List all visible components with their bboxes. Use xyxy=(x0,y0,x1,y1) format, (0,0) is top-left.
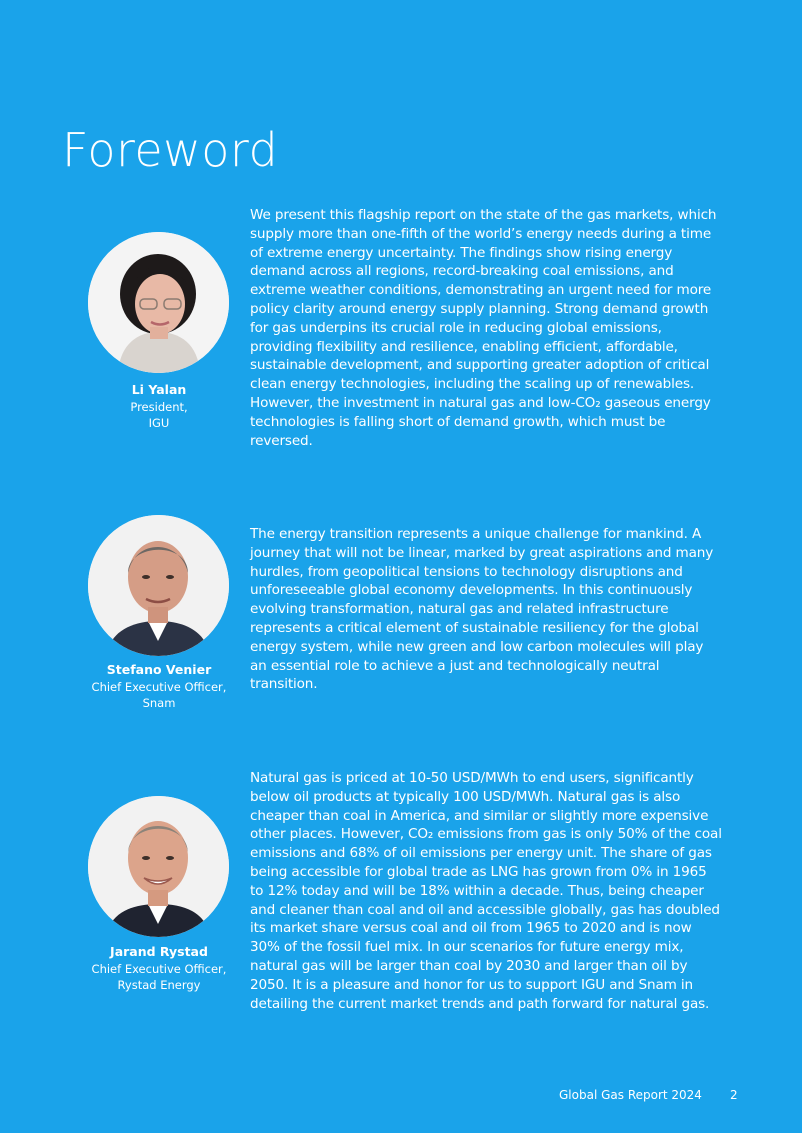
portrait-photo-icon xyxy=(88,232,229,373)
person-organization: IGU xyxy=(148,416,170,430)
portrait-stefano-venier xyxy=(88,515,229,656)
caption-stefano-venier xyxy=(80,661,238,711)
foreword-text: The energy transition represents a unique challenge for mankind. A journey that will not be linear, marked by great aspirations and many hurdles, from geopolitical tensions to technology disruptions and unforeseeable global economy developments. In this continuously evolving transformation, natural gas and related infrastructure represents a critical element of sustainable resiliency for the global energy system, while new green and low carbon molecules will play an essential role to achieve a just and technologically neutral transition. xyxy=(250,526,714,693)
portrait-li-yalan xyxy=(88,232,229,373)
footer-report-name: Global Gas Report 2024 xyxy=(559,1088,702,1102)
person-name: Stefano Venier xyxy=(106,662,212,677)
person-role: Chief Executive Officer, xyxy=(91,962,227,976)
foreword-text: Natural gas is priced at 10-50 USD/MWh to end users, significantly below oil products at typically 100 USD/MWh. Natural gas is also cheaper than coal in America, and similar or slightly more expensive other places. However, CO₂ emissions from gas is only 50% of the coal emissions and 68% of oil emissions per energy unit. The share of gas being accessible for global trade as LNG has grown from 0% in 1965 to 12% today and will be 18% within a decade. Thus, being cheaper and cleaner than coal and oil and accessible globally, gas has doubled its market share versus coal and oil from 1965 to 2020 and is now 30% of the fossil fuel mix. In our scenarios for future energy mix, natural gas will be larger than coal by 2030 and larger than oil by 2050. It is a pleasure and honor for us to support IGU and Snam in detailing the current market trends and path forward for natural gas. xyxy=(250,770,722,1012)
caption-jarand-rystad xyxy=(80,943,238,993)
person-name: Li Yalan xyxy=(131,382,187,397)
person-role: President, xyxy=(130,400,188,414)
portrait-jarand-rystad xyxy=(88,796,229,937)
person-name: Jarand Rystad xyxy=(110,944,208,959)
portrait-photo-icon xyxy=(88,796,229,937)
caption-li-yalan xyxy=(80,381,238,431)
page-number: 2 xyxy=(730,1088,738,1102)
foreword-text: We present this flagship report on the state of the gas markets, which supply more than one-fifth of the world’s energy needs during a time of extreme energy uncertainty. The findings show rising energy demand across all regions, record-breaking coal emissions, and extreme weather conditions, demonstrating an urgent need for more policy clarity around energy supply planning. Strong demand growth for gas underpins its crucial role in reducing global emissions, providing flexibility and resilience, enabling efficient, affordable, sustainable development, and supporting greater adoption of critical clean energy technologies, including the scaling up of renewables. However, the investment in natural gas and low-CO₂ gaseous energy technologies is falling short of demand growth, which must be reversed. xyxy=(250,207,717,449)
page-title: Foreword xyxy=(62,123,279,177)
person-role: Chief Executive Officer, xyxy=(91,680,227,694)
portrait-photo-icon xyxy=(88,515,229,656)
person-organization: Snam xyxy=(142,696,176,710)
person-organization: Rystad Energy xyxy=(117,978,201,992)
